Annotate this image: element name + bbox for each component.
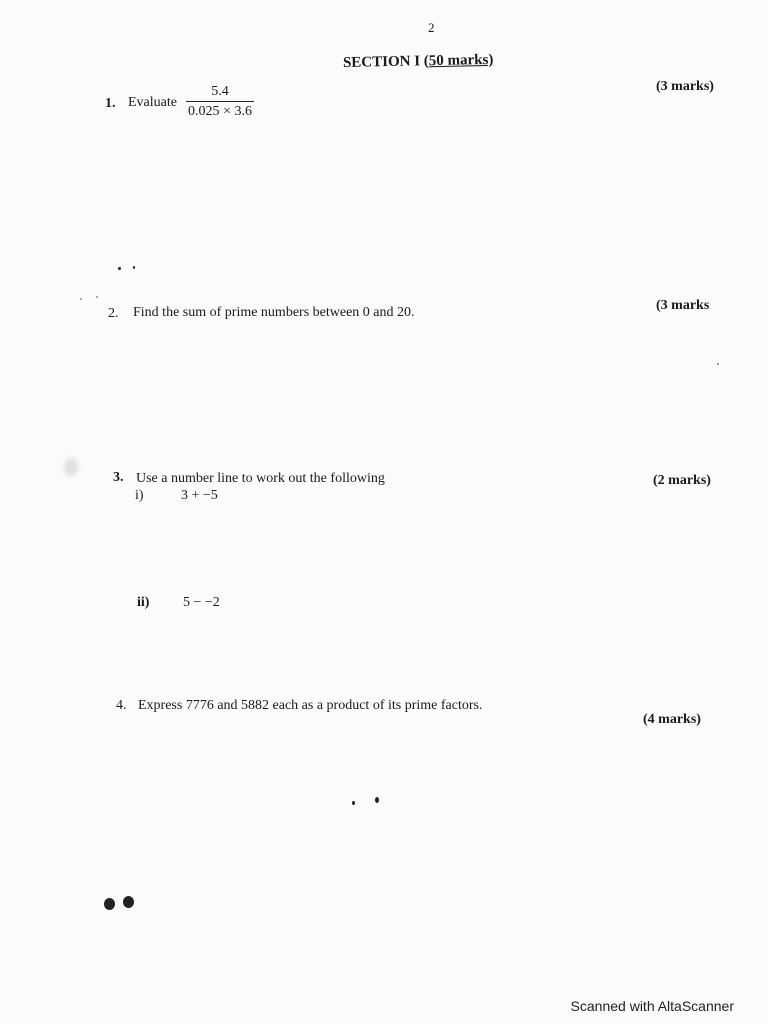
question-3-marks: (2 marks)	[653, 473, 711, 488]
scan-smudge	[64, 458, 78, 476]
scan-speck	[123, 896, 134, 908]
scan-speck	[96, 296, 98, 298]
scan-speck	[80, 298, 82, 300]
section-heading	[343, 52, 494, 72]
page-number: 2	[428, 20, 435, 35]
question-3-part-i-expression: 3 + −5	[181, 488, 218, 503]
section-heading-marks: 50 marks)	[428, 51, 494, 70]
question-1-marks: (3 marks)	[656, 79, 714, 94]
question-1-text: Evaluate	[128, 95, 177, 110]
question-3-part-ii-label: ii)	[137, 595, 150, 610]
fraction-denominator: 0.025 × 3.6	[188, 104, 252, 119]
question-2-text: Find the sum of prime numbers between 0 and 20.	[133, 305, 415, 320]
question-3-text: Use a number line to work out the following	[136, 471, 385, 486]
question-1-fraction	[186, 84, 254, 120]
scanner-watermark: Scanned with AltaScanner	[570, 998, 734, 1014]
question-3-part-i-label: i)	[135, 488, 144, 503]
scan-speck	[104, 898, 115, 910]
question-3-number: 3.	[113, 470, 124, 485]
question-4-marks: (4 marks)	[643, 712, 701, 727]
scan-speck	[133, 266, 135, 269]
question-2-marks: (3 marks	[656, 298, 710, 313]
question-4-text: Express 7776 and 5882 each as a product of its prime factors.	[138, 698, 483, 713]
fraction-numerator: 5.4	[211, 84, 229, 99]
question-2-number: 2.	[108, 306, 119, 321]
scan-speck	[118, 267, 121, 270]
section-heading-prefix: SECTION I (	[342, 53, 429, 71]
question-1-number: 1.	[105, 96, 116, 111]
scan-speck	[375, 797, 379, 803]
scan-speck	[717, 363, 719, 365]
question-3-part-ii-expression: 5 − −2	[183, 595, 220, 610]
scan-speck	[352, 801, 355, 805]
question-4-number: 4.	[116, 698, 127, 713]
